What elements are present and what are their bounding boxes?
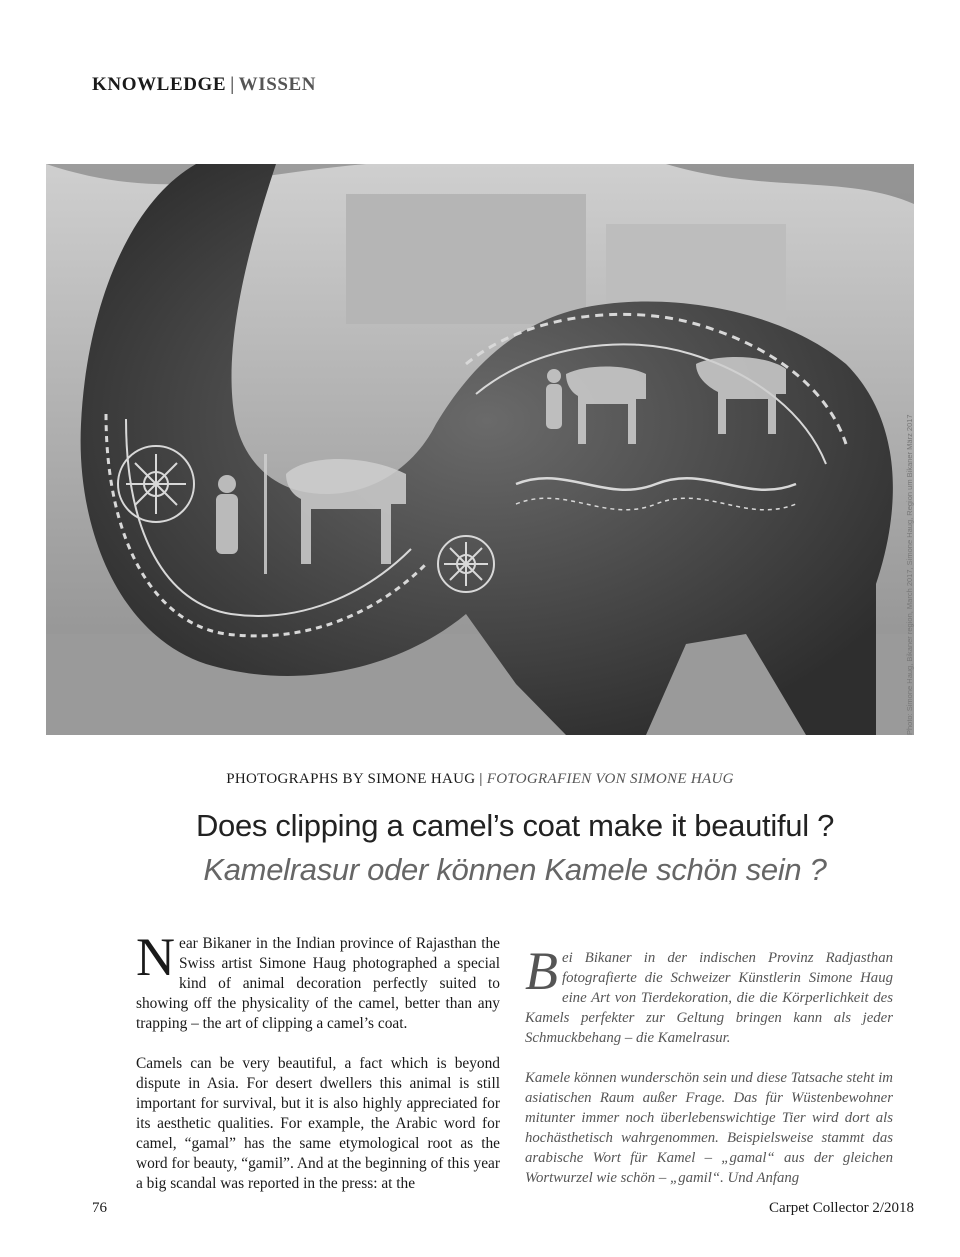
drop-cap-de: B — [525, 941, 558, 1001]
byline — [0, 771, 960, 788]
paragraph-de-2: Kamele können wunderschön sein und diese Tatsache steht im asiatischen Raum außer Frage. Das für Wüstenbewohner mitunter immer noch überlebenswichtige Tier wird dort als hochästhetisch wahrgenommen. Beispielsweise stammt das arabische Wort für Kamel – „gamal“ aus der gleichen Wortwurzel wie schön – „gamil“. Und Anfang — [525, 1070, 893, 1186]
body-column-en — [136, 927, 500, 1214]
body-column-de — [525, 941, 893, 1208]
camel-photo — [46, 164, 914, 735]
page-number: 76 — [92, 1200, 107, 1216]
byline-de: FOTOGRAFIEN VON SIMONE HAUG — [486, 771, 734, 787]
paragraph-de-1 — [525, 941, 893, 1048]
section-label-en: KNOWLEDGE — [92, 74, 227, 95]
paragraph-en-1 — [136, 927, 500, 1034]
section-separator: | — [230, 74, 235, 95]
camel-illustration — [46, 164, 914, 735]
photo-credit: Photo: Simone Haug, Bikaner region, March 2017, Simone Haug, Region um Bikaner März 2017 — [905, 414, 914, 735]
drop-cap-en: N — [136, 927, 175, 987]
paragraph-de-1-text: ei Bikaner in der indischen Provinz Radjasthan fotografierte die Schweizer Künstlerin Simone Haug eine Art von Tierdekoration, die die Körperlichkeit des Kamels perfekter zur Geltung bringen kann als jeder Schmuckbehang – die Kamelrasur. — [525, 950, 893, 1046]
magazine-issue: Carpet Collector 2/2018 — [769, 1200, 914, 1216]
section-label — [92, 74, 316, 96]
headline-de: Kamelrasur oder können Kamele schön sein ? — [203, 852, 827, 887]
byline-en: PHOTOGRAPHS BY SIMONE HAUG — [226, 771, 476, 787]
byline-separator: | — [479, 771, 483, 787]
headline-en: Does clipping a camel’s coat make it beautiful ? — [195, 808, 835, 843]
paragraph-en-1-text: ear Bikaner in the Indian province of Rajasthan the Swiss artist Simone Haug photographed a special kind of animal decoration perfectly suited to showing off the physicality of the camel, better than any trapping – the art of clipping a camel’s coat. — [136, 935, 500, 1032]
section-label-de: WISSEN — [238, 74, 317, 95]
paragraph-en-2: Camels can be very beautiful, a fact which is beyond dispute in Asia. For desert dwellers this animal is still important for survival, but it is also highly appreciated for its aesthetic qualities. For example, the Arabic word for camel, “gamal” has the same etymological root as the word for beauty, “gamil”. And at the beginning of this year a big scandal was reported in the press: at the — [136, 1055, 500, 1192]
